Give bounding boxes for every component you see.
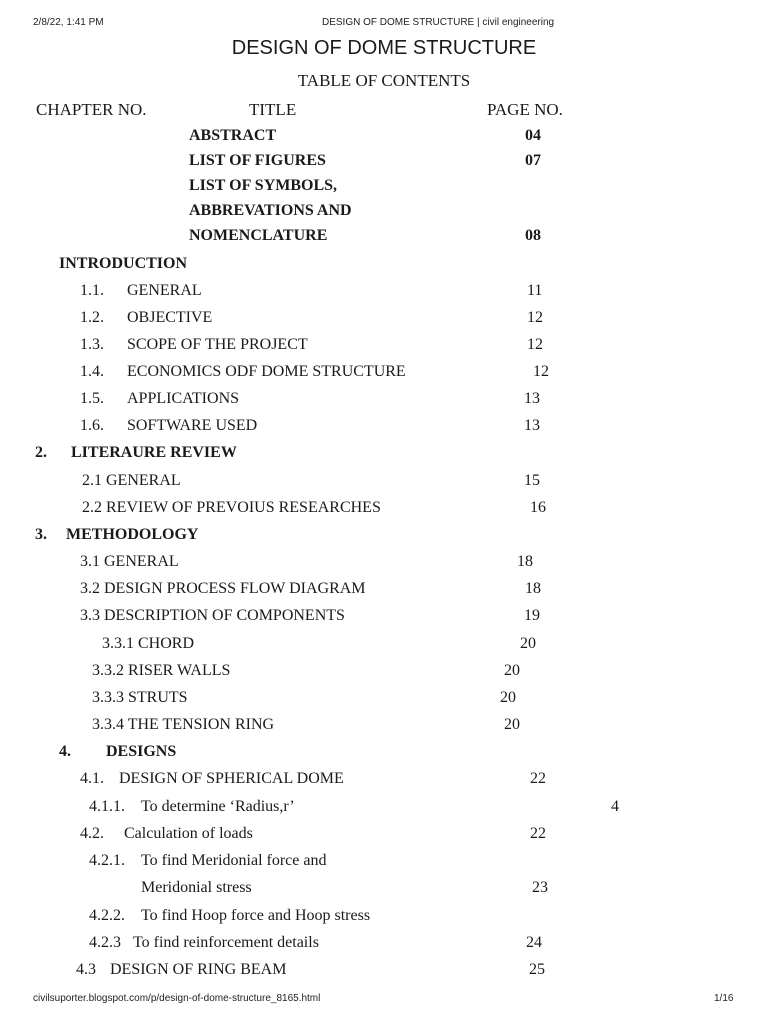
toc-entry-page: 12 <box>533 363 549 380</box>
toc-entry-page: 11 <box>527 282 543 299</box>
toc-entry-page: 07 <box>525 152 541 169</box>
toc-entry-title: To find reinforcement details <box>133 934 319 951</box>
toc-entry-title: LIST OF FIGURES <box>189 152 326 169</box>
toc-entry-page: 20 <box>504 662 520 679</box>
toc-entry-page: 08 <box>525 227 541 244</box>
toc-entry-title: 3.3.1 CHORD <box>102 635 195 652</box>
document-title: DESIGN OF DOME STRUCTURE <box>231 37 537 59</box>
toc-entry-page: 18 <box>517 553 533 570</box>
toc-entry-number: 1.6. <box>80 417 104 434</box>
chapter-number: 3. <box>35 526 47 543</box>
toc-entry-page: 22 <box>530 770 546 787</box>
toc-entry-number: 4.1.1. <box>89 798 125 815</box>
toc-heading: TABLE OF CONTENTS <box>297 71 471 90</box>
toc-entry-title: APPLICATIONS <box>127 390 240 407</box>
toc-entry-title: 3.3 DESCRIPTION OF COMPONENTS <box>80 607 345 624</box>
toc-entry-title: 3.2 DESIGN PROCESS FLOW DIAGRAM <box>80 580 366 597</box>
toc-entry-title: 2.1 GENERAL <box>82 472 181 489</box>
toc-entry-title: GENERAL <box>127 282 202 299</box>
toc-entry-title: OBJECTIVE <box>127 309 213 326</box>
toc-entry-page: 04 <box>525 127 541 144</box>
chapter-title: DESIGNS <box>106 743 177 760</box>
chapter-number: 2. <box>35 444 47 461</box>
toc-entry-title: 3.3.3 STRUTS <box>92 689 188 706</box>
toc-entry-number: 4.2.1. <box>89 852 125 869</box>
chapter-number: 4. <box>59 743 71 760</box>
toc-entry-page: 13 <box>524 390 540 407</box>
chapter-title: LITERAURE REVIEW <box>71 444 237 461</box>
toc-entry-page: 23 <box>532 879 548 896</box>
toc-entry-number: 1.4. <box>80 363 104 380</box>
print-page-title: DESIGN OF DOME STRUCTURE | civil engineering <box>322 17 555 28</box>
toc-entry-page: 20 <box>504 716 520 733</box>
toc-entry-page: 20 <box>500 689 516 706</box>
toc-entry-page: 12 <box>527 336 543 353</box>
chapter-title: INTRODUCTION <box>59 255 188 272</box>
toc-entry-page: 18 <box>525 580 541 597</box>
toc-entry-number: 4.2.3 <box>89 934 121 951</box>
toc-entry-title: SOFTWARE USED <box>127 417 258 434</box>
toc-entry-page: 25 <box>529 961 545 978</box>
toc-entry-title: 2.2 REVIEW OF PREVOIUS RESEARCHES <box>82 499 381 516</box>
toc-entry-page: 20 <box>520 635 536 652</box>
column-page-no: PAGE NO. <box>487 100 563 119</box>
column-title: TITLE <box>249 100 297 119</box>
toc-entry-title: SCOPE OF THE PROJECT <box>127 336 308 353</box>
toc-entry-page: 13 <box>524 417 540 434</box>
toc-entry-number: 4.1. <box>80 770 104 787</box>
toc-entry-title: 3.3.2 RISER WALLS <box>92 662 231 679</box>
print-datetime: 2/8/22, 1:41 PM <box>33 17 104 28</box>
toc-entry-number: 1.5. <box>80 390 104 407</box>
toc-entry-page: 12 <box>527 309 543 326</box>
toc-entry-page: 19 <box>524 607 540 624</box>
toc-entry-page: 16 <box>530 499 546 516</box>
toc-entry-title: 3.1 GENERAL <box>80 553 179 570</box>
column-chapter-no: CHAPTER NO. <box>36 100 147 119</box>
toc-entry-number: 4.3 <box>76 961 96 978</box>
toc-entry-number: 1.1. <box>80 282 104 299</box>
toc-entry-page: 4 <box>611 798 619 815</box>
toc-entry-number: 4.2. <box>80 825 104 842</box>
print-page-counter: 1/16 <box>714 993 734 1004</box>
print-url: civilsuporter.blogspot.com/p/design-of-dome-structure_8165.html <box>33 993 321 1004</box>
toc-entry-page: 22 <box>530 825 546 842</box>
toc-entry-title-line: To find Meridonial force and <box>141 852 327 869</box>
toc-entry-title-line: Meridonial stress <box>141 879 252 896</box>
toc-entry-title: To determine ‘Radius,r’ <box>141 798 295 815</box>
toc-entry-title-line: LIST OF SYMBOLS, <box>189 177 338 194</box>
toc-entry-number: 1.2. <box>80 309 104 326</box>
chapter-title: METHODOLOGY <box>66 526 199 543</box>
toc-entry-page: 24 <box>526 934 542 951</box>
toc-entry-number: 1.3. <box>80 336 104 353</box>
toc-entry-page: 15 <box>524 472 540 489</box>
toc-entry-title-line: NOMENCLATURE <box>189 227 328 244</box>
toc-entry-title-line: ABBREVATIONS AND <box>189 202 352 219</box>
toc-entry-title: To find Hoop force and Hoop stress <box>141 907 371 924</box>
toc-entry-number: 4.2.2. <box>89 907 125 924</box>
toc-entry-title: 3.3.4 THE TENSION RING <box>92 716 275 733</box>
toc-entry-title: ECONOMICS ODF DOME STRUCTURE <box>127 363 406 380</box>
toc-entry-title: Calculation of loads <box>124 825 253 842</box>
toc-entry-title: DESIGN OF SPHERICAL DOME <box>119 770 344 787</box>
toc-entry-title: DESIGN OF RING BEAM <box>110 961 287 978</box>
toc-entry-title: ABSTRACT <box>189 127 277 144</box>
